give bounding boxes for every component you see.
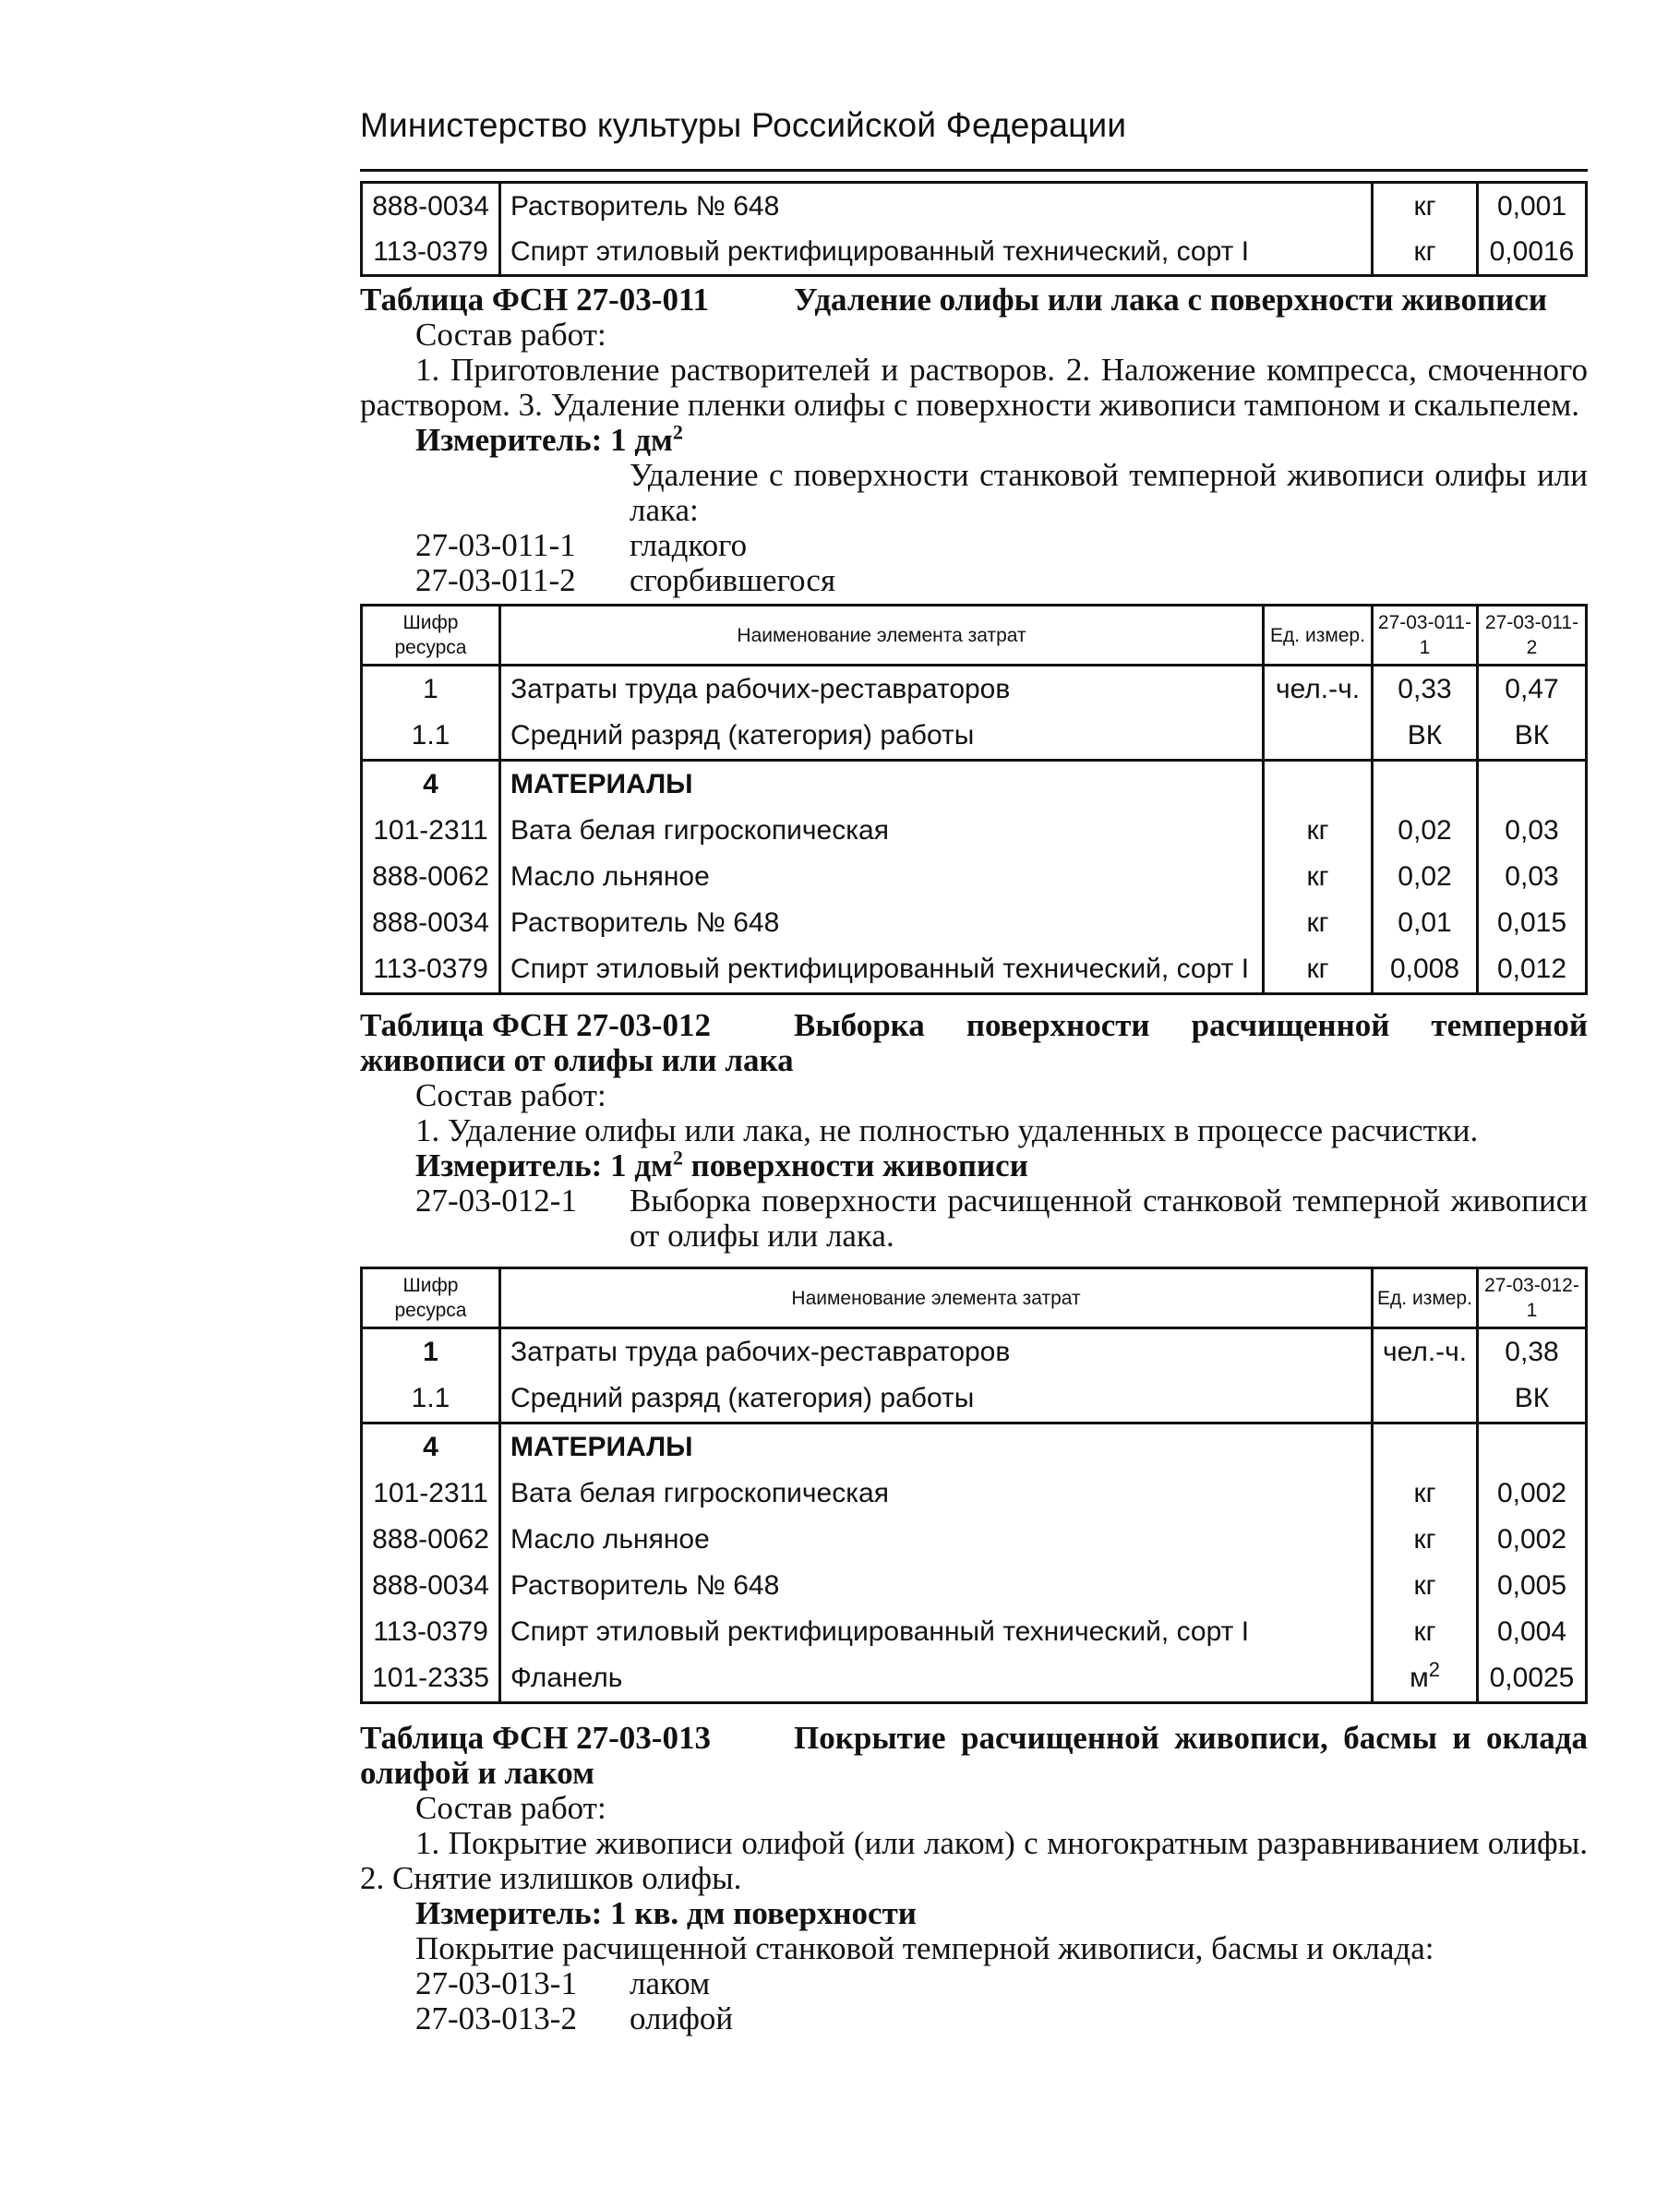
item-code: 27-03-012-1 — [415, 1183, 577, 1219]
item-text: олифой — [630, 2000, 734, 2036]
cell-value: ВК — [1478, 713, 1587, 761]
cell-name: Средний разряд (категория) работы — [500, 1375, 1373, 1423]
item-line — [360, 528, 1588, 563]
col-header: Шифр ресурса — [362, 1268, 500, 1328]
unit-sup: 2 — [1428, 1658, 1440, 1681]
cell-value — [1478, 761, 1587, 809]
table-label: Таблица ФСН 27-03-012 — [360, 1007, 711, 1043]
cell-unit: кг — [1373, 1517, 1478, 1563]
table-title — [360, 1721, 1588, 1791]
cell-unit: кг — [1264, 946, 1373, 994]
table-label: Таблица ФСН 27-03-011 — [360, 282, 710, 318]
item-text: лаком — [630, 1965, 711, 2001]
table-row — [362, 761, 1587, 809]
table-row — [362, 1328, 1587, 1376]
cell-code: 888-0034 — [372, 1570, 489, 1601]
table-name: Удаление олифы или лака с поверхности живописи — [794, 282, 1548, 318]
cell-name: Затраты труда рабочих-реставраторов — [500, 1328, 1373, 1376]
composition-label: Состав работ: — [415, 1790, 606, 1826]
cell-code: 888-0034 — [372, 907, 489, 938]
cell-value: 0,0016 — [1478, 229, 1587, 276]
composition-label: Состав работ: — [415, 317, 606, 353]
cell-code: 4 — [362, 1423, 500, 1471]
document-page — [360, 0, 1588, 2036]
cell-value: 0,002 — [1478, 1517, 1587, 1563]
table-row — [362, 1655, 1587, 1703]
table-header-row — [362, 606, 1587, 666]
cell-name: Растворитель № 648 — [500, 1563, 1373, 1609]
col-header: 27-03-011-2 — [1478, 606, 1587, 666]
cell-unit — [1373, 1375, 1478, 1423]
cell-value: 0,02 — [1373, 808, 1478, 854]
meter-sup: 2 — [672, 1146, 683, 1170]
cell-unit: кг — [1373, 183, 1478, 230]
meter-text: Измеритель: 1 дм — [415, 1147, 673, 1183]
cell-unit — [1373, 1423, 1478, 1471]
cell-value: 0,02 — [1373, 854, 1478, 900]
continuation-table — [360, 181, 1588, 277]
composition-label: Состав работ: — [415, 1077, 606, 1113]
table-row — [362, 1517, 1587, 1563]
cell-name: Спирт этиловый ректифицированный технический, сорт I — [500, 229, 1373, 276]
table-row — [362, 1563, 1587, 1609]
cell-value: ВК — [1478, 1375, 1587, 1423]
unit-text: м — [1410, 1663, 1429, 1693]
table-row — [362, 1423, 1587, 1471]
cell-code: 113-0379 — [373, 1616, 488, 1647]
cell-code: 1 — [423, 674, 438, 704]
cell-name: Вата белая гигроскопическая — [500, 1471, 1373, 1517]
col-header: 27-03-011-1 — [1373, 606, 1478, 666]
item-line — [360, 2001, 1588, 2036]
cell-value: 0,03 — [1478, 854, 1587, 900]
cell-unit: кг — [1373, 1563, 1478, 1609]
cell-name: Растворитель № 648 — [500, 183, 1373, 230]
item-line — [360, 563, 1588, 598]
cell-value: 0,002 — [1478, 1471, 1587, 1517]
cell-value: 0,005 — [1478, 1563, 1587, 1609]
cell-unit: чел.-ч. — [1264, 666, 1373, 714]
cell-code: 113-0379 — [373, 235, 488, 267]
cell-value: 0,012 — [1478, 946, 1587, 994]
item-line — [360, 1183, 1588, 1254]
cell-name: Затраты труда рабочих-реставраторов — [500, 666, 1264, 714]
meter-text: Измеритель: 1 дм — [415, 422, 673, 458]
cell-value: 0,47 — [1478, 666, 1587, 714]
composition-text: 1. Покрытие живописи олифой (или лаком) с многократным разравниванием олифы. 2. Снятие излишков олифы. — [360, 1825, 1588, 1896]
cell-code: 888-0062 — [372, 1524, 489, 1555]
cell-code: 101-2311 — [373, 815, 488, 846]
cell-unit — [1264, 761, 1373, 809]
table-title — [360, 282, 1588, 318]
cell-unit: кг — [1373, 229, 1478, 276]
cell-value: 0,03 — [1478, 808, 1587, 854]
item-line — [360, 1966, 1588, 2001]
cell-code: 1.1 — [411, 720, 450, 751]
cell-name: Спирт этиловый ректифицированный технический, сорт I — [500, 946, 1264, 994]
cell-code: 113-0379 — [373, 954, 488, 984]
table-row — [362, 1471, 1587, 1517]
meter: Измеритель: 1 кв. дм поверхности — [415, 1895, 917, 1931]
cell-name: Масло льняное — [500, 854, 1264, 900]
cell-name: Спирт этиловый ректифицированный технический, сорт I — [500, 1609, 1373, 1655]
composition-text: 1. Удаление олифы или лака, не полностью удаленных в процессе расчистки. — [415, 1112, 1479, 1148]
table-header-row — [362, 1268, 1587, 1328]
description: Удаление с поверхности станковой темперной живописи олифы или лака: — [630, 457, 1588, 528]
cell-unit: кг — [1373, 1471, 1478, 1517]
item-text: Выборка поверхности расчищенной станковой темперной живописи от олифы или лака. — [630, 1183, 1588, 1254]
cell-value: 0,001 — [1478, 183, 1587, 230]
table-row — [362, 229, 1587, 276]
cell-unit: чел.-ч. — [1373, 1328, 1478, 1376]
cell-unit — [1264, 713, 1373, 761]
col-header: Ед. измер. — [1264, 606, 1373, 666]
table-label: Таблица ФСН 27-03-013 — [360, 1720, 711, 1756]
cell-value: ВК — [1373, 713, 1478, 761]
table-t012 — [360, 1267, 1588, 1704]
meter-sup: 2 — [672, 420, 683, 444]
col-header: Наименование элемента затрат — [500, 1268, 1373, 1328]
col-header: Наименование элемента затрат — [500, 606, 1264, 666]
section-t011 — [360, 282, 1588, 598]
table-name: Покрытие расчищенной живописи, басмы и оклада олифой и лаком — [360, 1720, 1588, 1791]
item-code: 27-03-011-2 — [415, 562, 576, 598]
cell-value — [1478, 1423, 1587, 1471]
cell-value: 0,004 — [1478, 1609, 1587, 1655]
cell-value — [1373, 761, 1478, 809]
table-row — [362, 900, 1587, 946]
meter — [360, 1148, 1588, 1183]
cell-unit: кг — [1264, 808, 1373, 854]
table-row — [362, 946, 1587, 994]
table-title — [360, 1008, 1588, 1078]
cell-unit: кг — [1373, 1609, 1478, 1655]
meter — [360, 420, 1588, 458]
cell-name: Средний разряд (категория) работы — [500, 713, 1264, 761]
cell-code: 888-0034 — [372, 190, 489, 222]
table-t011 — [360, 604, 1588, 995]
cell-value: 0,015 — [1478, 900, 1587, 946]
item-code: 27-03-013-1 — [415, 1965, 577, 2001]
cell-value: 0,0025 — [1478, 1655, 1587, 1703]
description: Покрытие расчищенной станковой темперной живописи, басмы и оклада: — [415, 1930, 1434, 1966]
table-row — [362, 183, 1587, 230]
cell-unit — [1373, 1655, 1478, 1703]
item-text: гладкого — [630, 527, 748, 563]
cell-code: 1 — [423, 1337, 438, 1367]
page-header: Министерство культуры Российской Федерации — [360, 106, 1127, 144]
cell-unit: кг — [1264, 854, 1373, 900]
cell-code: 888-0062 — [372, 861, 489, 892]
composition-text: 1. Приготовление растворителей и растворов. 2. Наложение компресса, смоченного раствором. 3. Удаление пленки олифы с поверхности живописи тампоном и скальпелем. — [360, 352, 1588, 423]
cell-code: 1.1 — [411, 1383, 450, 1413]
cell-name: Масло льняное — [500, 1517, 1373, 1563]
col-header: Шифр ресурса — [362, 606, 500, 666]
table-name: Выборка поверхности расчищенной темперной живописи от олифы или лака — [360, 1007, 1588, 1078]
cell-value: 0,01 — [1373, 900, 1478, 946]
cell-value: 0,008 — [1373, 946, 1478, 994]
cell-code: 4 — [362, 761, 500, 809]
cell-unit: кг — [1264, 900, 1373, 946]
section-t012 — [360, 1008, 1588, 1254]
table-row — [362, 1609, 1587, 1655]
table-row — [362, 666, 1587, 714]
header-rule — [360, 169, 1588, 172]
table-row — [362, 854, 1587, 900]
cell-code: 101-2311 — [373, 1478, 488, 1508]
table-row — [362, 1375, 1587, 1423]
table-row — [362, 713, 1587, 761]
table-row — [362, 808, 1587, 854]
col-header: Ед. измер. — [1373, 1268, 1478, 1328]
cell-code: 101-2335 — [372, 1663, 489, 1693]
cell-name: МАТЕРИАЛЫ — [500, 1423, 1373, 1471]
section-t013 — [360, 1721, 1588, 2036]
item-code: 27-03-011-1 — [415, 527, 576, 563]
cell-name: Вата белая гигроскопическая — [500, 808, 1264, 854]
cell-name: МАТЕРИАЛЫ — [500, 761, 1264, 809]
cell-value: 0,38 — [1478, 1328, 1587, 1376]
cell-name: Фланель — [500, 1655, 1373, 1703]
item-code: 27-03-013-2 — [415, 2000, 577, 2036]
col-header: 27-03-012-1 — [1478, 1268, 1587, 1328]
meter-tail: поверхности живописи — [682, 1147, 1028, 1183]
item-text: сгорбившегося — [630, 562, 836, 598]
cell-value: 0,33 — [1373, 666, 1478, 714]
cell-name: Растворитель № 648 — [500, 900, 1264, 946]
